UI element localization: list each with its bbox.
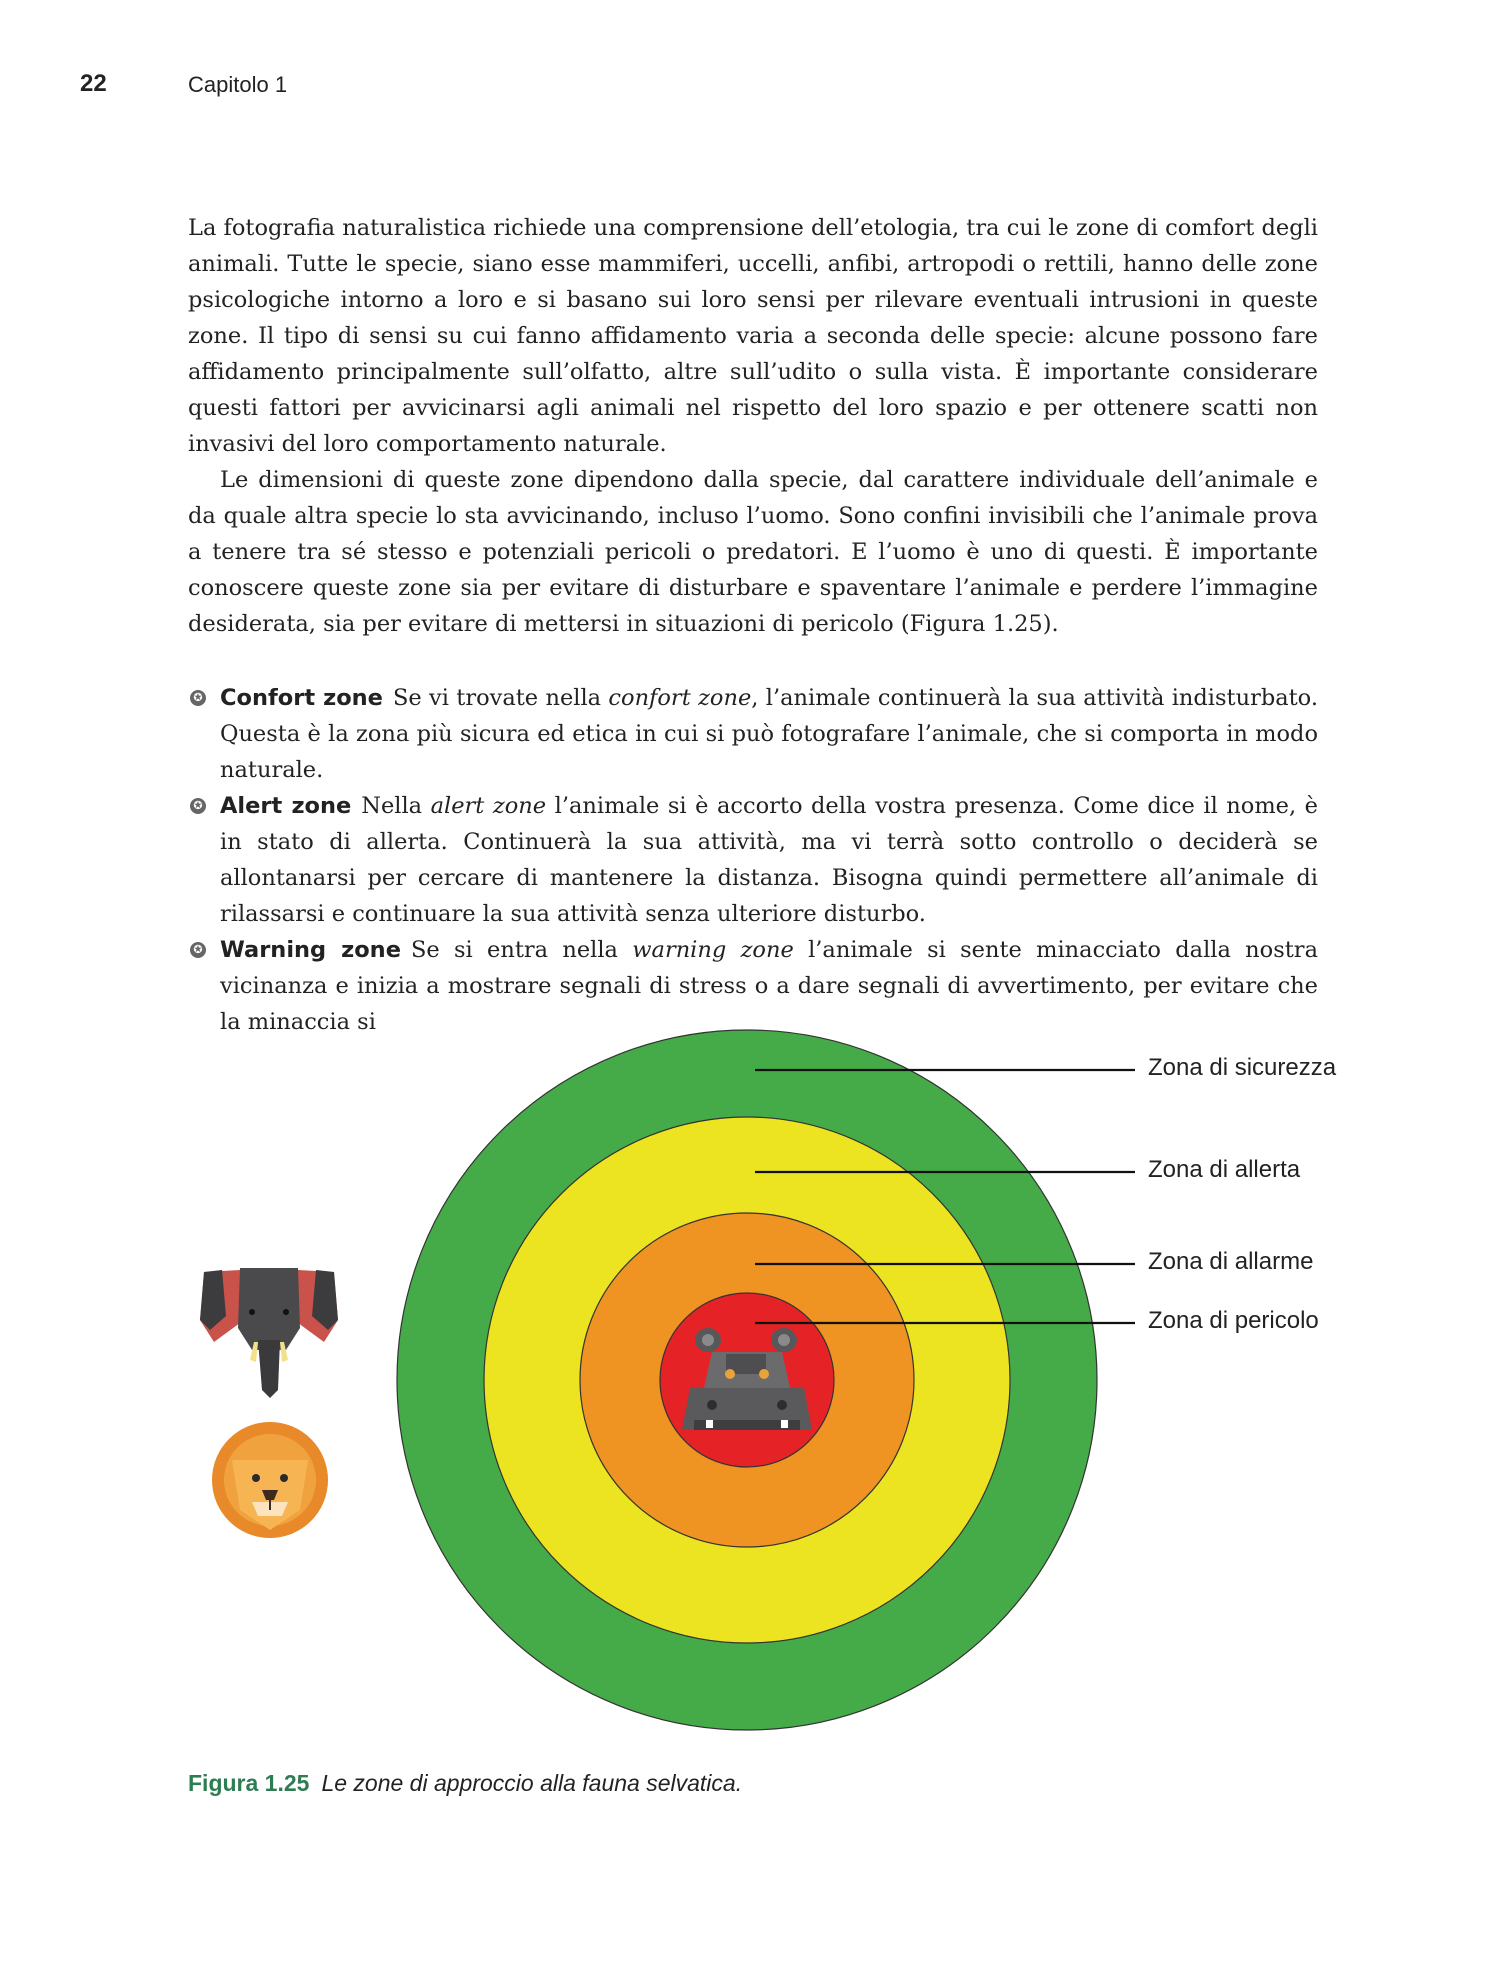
zone-label-safety: Zona di sicurezza <box>1148 1054 1337 1081</box>
list-item <box>188 788 1318 932</box>
page-header <box>0 70 1503 110</box>
list-item <box>188 680 1318 788</box>
list-item-emphasis: alert zone <box>430 793 547 819</box>
zone-label-alert: Zona di allerta <box>1148 1156 1301 1183</box>
figure-caption-text: Le zone di approccio alla fauna selvatica. <box>321 1770 743 1796</box>
list-item-text: Se vi trovate nella <box>392 685 609 711</box>
star-bullet-icon: ✪ <box>190 798 206 814</box>
list-item-text: , l’animale continuerà la sua attività indisturbato. Questa è la zona più sicura ed etica in cui si può fotografare l’animale, che si comporta in modo naturale. <box>220 685 1318 783</box>
list-item-emphasis: confort zone <box>608 685 752 711</box>
figure-caption <box>188 1770 742 1797</box>
list-item-term: Alert zone <box>220 793 352 819</box>
figure-number: Figura 1.25 <box>188 1770 310 1796</box>
elephant-icon <box>200 1268 338 1398</box>
paragraph: Le dimensioni di queste zone dipendono dalla specie, dal carattere individuale dell’animale e da quale altra specie lo sta avvicinando, incluso l’uomo. Sono confini invisibili che l’animale prova a tenere tra sé stesso e potenziali pericoli o predatori. E l’uomo è uno di questi. È importante conoscere queste zone sia per evitare di disturbare e spaventare l’animale e perdere l’immagine desiderata, sia per evitare di mettersi in situazioni di pericolo (Figura 1.25). <box>188 467 1318 637</box>
chapter-title: Capitolo 1 <box>188 72 288 97</box>
zones-diagram <box>0 990 1503 1780</box>
list-item-text: Se si entra nella <box>410 937 633 963</box>
star-bullet-icon: ✪ <box>190 690 206 706</box>
page-number: 22 <box>80 70 107 97</box>
list-item-text: l’animale si è accorto della vostra presenza. Come dice il nome, è in stato di allerta. Continuerà la sua attività, ma vi terrà sotto controllo o deciderà se allontanarsi per cercare di mantenere la distanza. Bisogna quindi permettere all’animale di rilassarsi e continuare la sua attività senza ulteriore disturbo. <box>220 793 1318 927</box>
paragraph: La fotografia naturalistica richiede una comprensione dell’etologia, tra cui le zone di comfort degli animali. Tutte le specie, siano esse mammiferi, uccelli, anfibi, artropodi o rettili, hanno delle zone psicologiche intorno a loro e si basano sui loro sensi per rilevare eventuali intrusioni in queste zone. Il tipo di sensi su cui fanno affidamento varia a seconda delle specie: alcune possono fare affidamento principalmente sull’olfatto, altre sull’udito o sulla vista. È importante considerare questi fattori per avvicinarsi agli animali nel rispetto del loro spazio e per ottenere scatti non invasivi del loro comportamento naturale. <box>188 215 1318 457</box>
list-item-term: Confort zone <box>220 685 383 711</box>
approach-zones-figure <box>0 990 1503 1780</box>
list-item-text: l’animale si sente minacciato dalla nostra vicinanza e inizia a mostrare segnali di stress o a dare segnali di avvertimento, per evitare che la minaccia si <box>220 937 1318 1035</box>
body-text <box>188 210 1318 642</box>
zone-label-danger: Zona di pericolo <box>1148 1307 1319 1334</box>
list-item-term: Warning zone <box>220 937 401 963</box>
list-item-text: Nella <box>361 793 431 819</box>
list-item-emphasis: warning zone <box>632 937 794 963</box>
lion-icon <box>212 1422 328 1538</box>
zone-list <box>188 680 1318 1040</box>
star-bullet-icon: ✪ <box>190 942 206 958</box>
zone-label-alarm: Zona di allarme <box>1148 1248 1314 1275</box>
